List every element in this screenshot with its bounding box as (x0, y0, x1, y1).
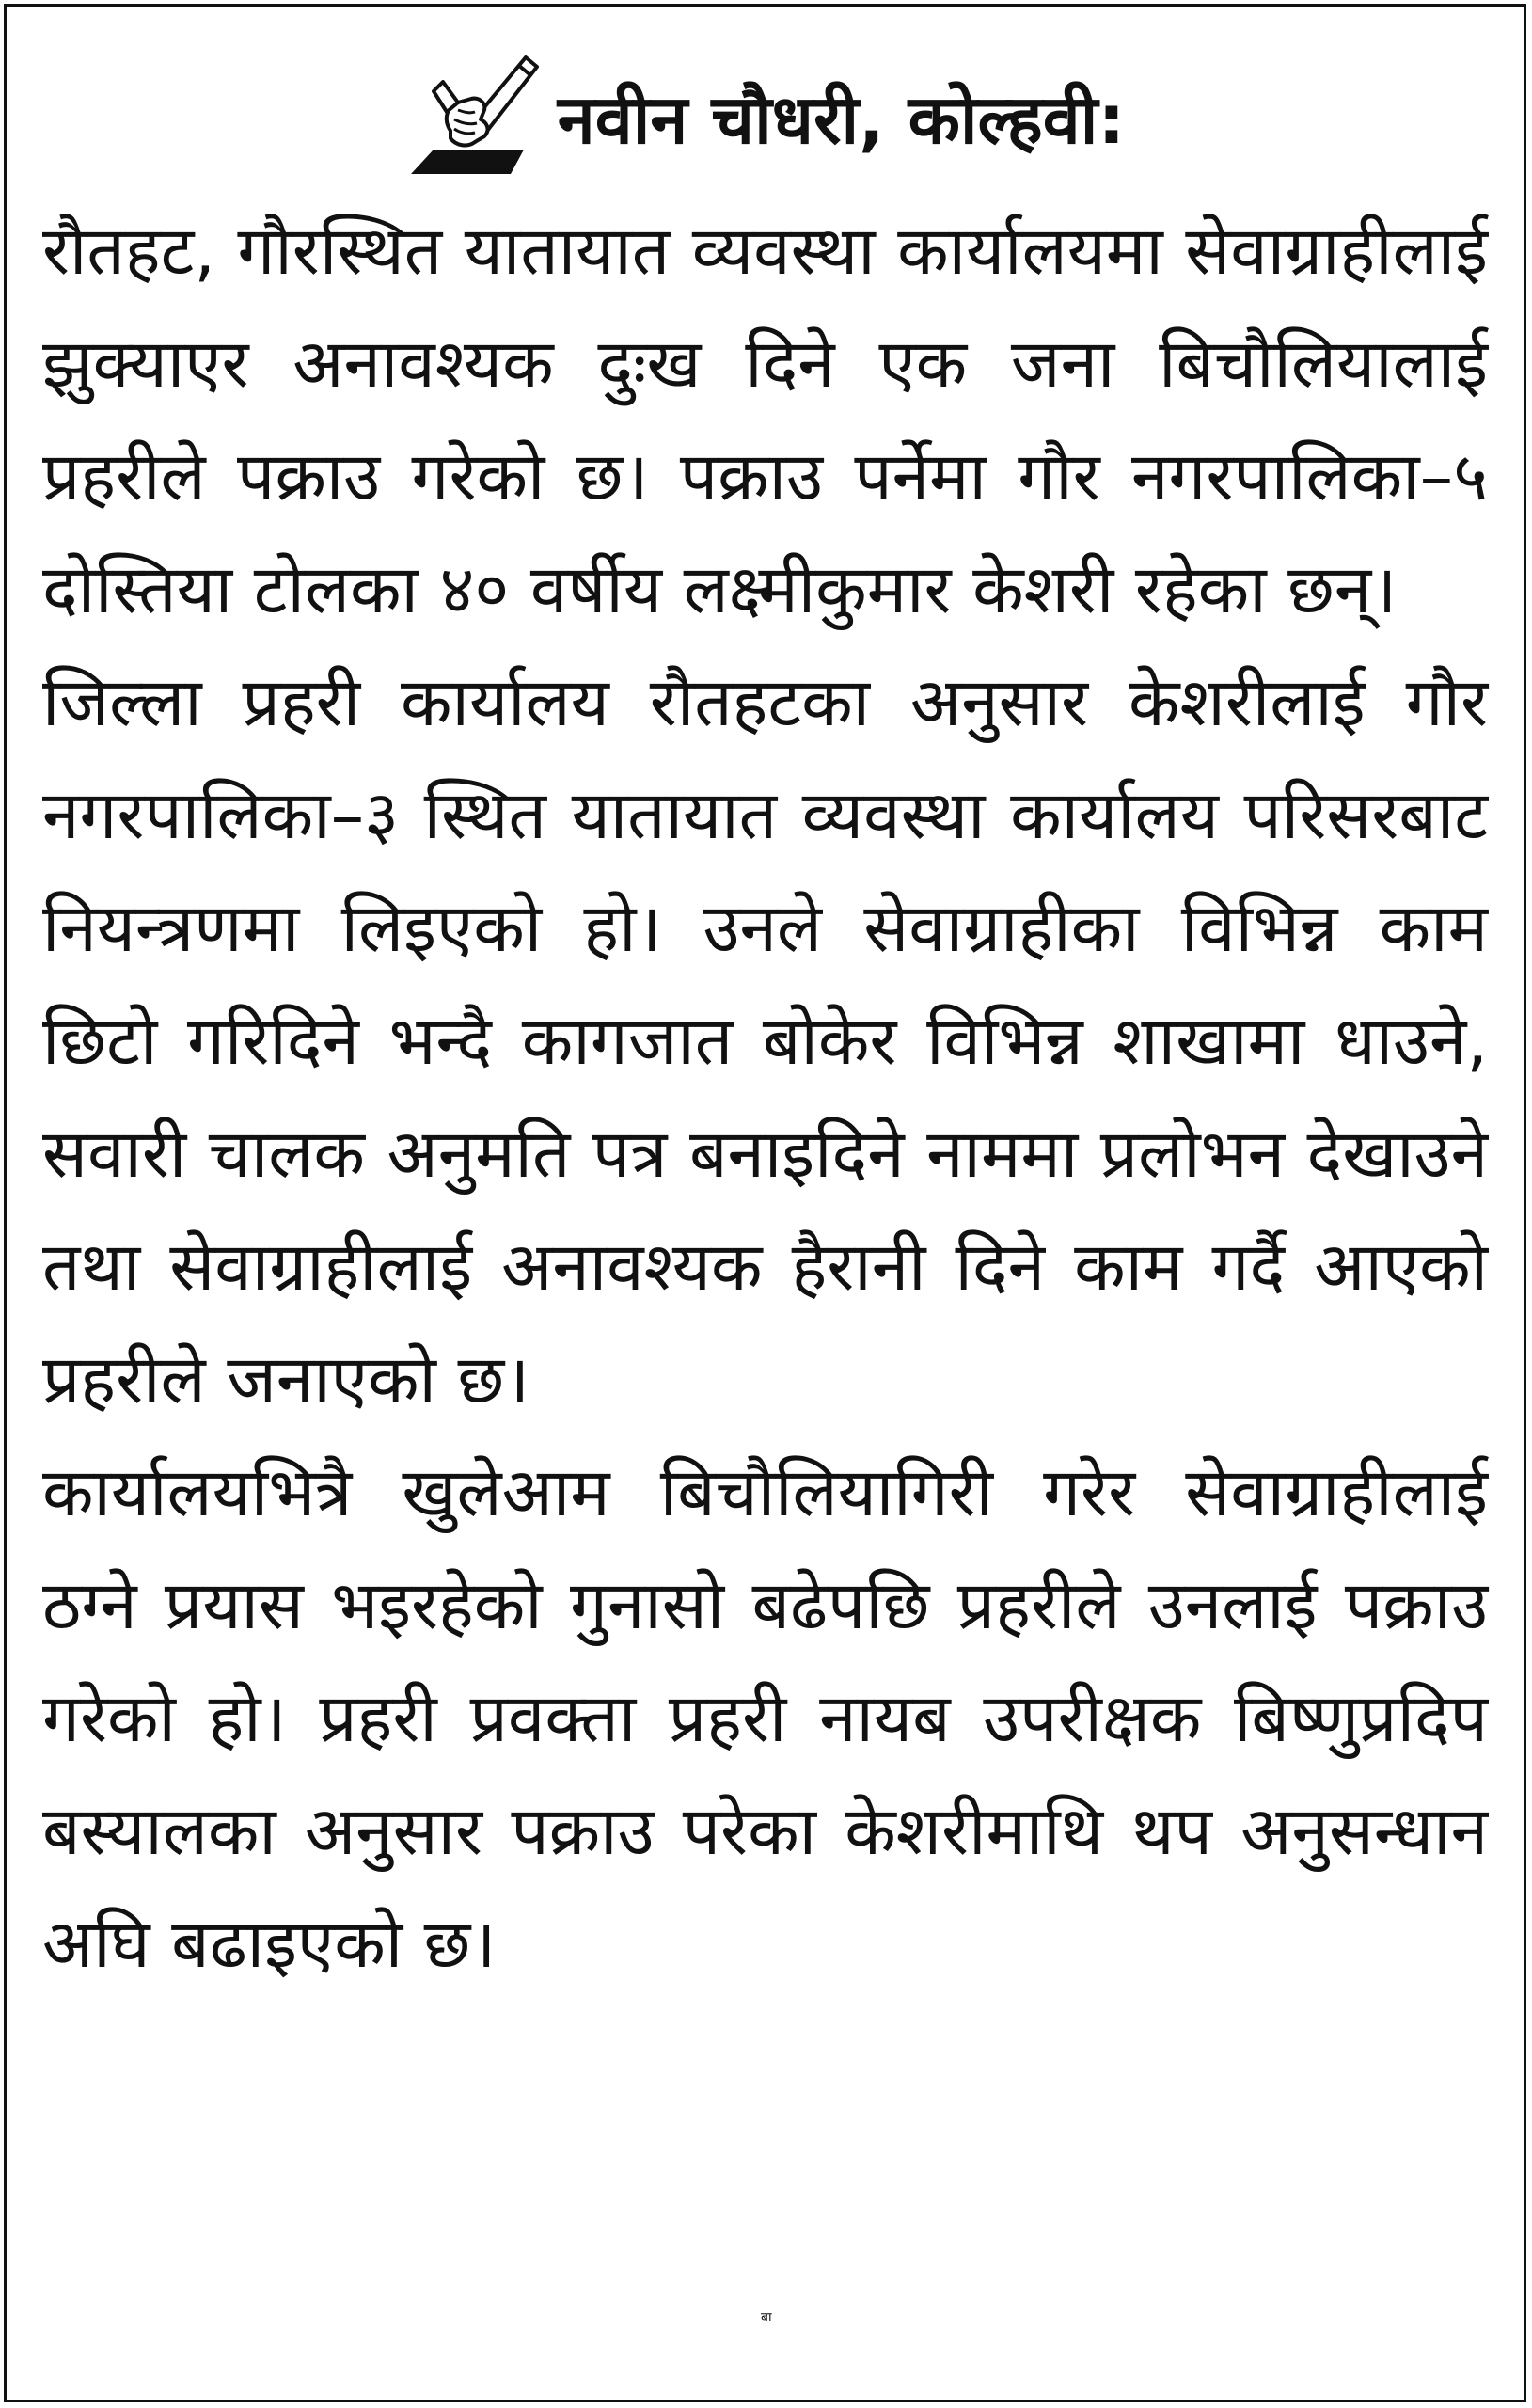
continuation-marker: बा (761, 2310, 772, 2325)
article-paragraph-2: जिल्ला प्रहरी कार्यालय रौतहटका अनुसार केशरीलाई गौर नगरपालिका–३ स्थित यातायात व्यवस्था कार्यालय परिसरबाट नियन्त्रणमा लिइएको हो। उनले सेवाग्राहीका विभिन्न काम छिटो गरिदिने भन्दै कागजात बोकेर विभिन्न शाखामा धाउने, सवारी चालक अनुमति पत्र बनाइदिने नाममा प्रलोभन देखाउने तथा सेवाग्राहीलाई अनावश्यक हैरानी दिने काम गर्दै आएको प्रहरीले जनाएको छ। (42, 663, 1488, 1418)
article-paragraph-1: रौतहट, गौरस्थित यातायात व्यवस्था कार्यालयमा सेवाग्राहीलाई झुक्याएर अनावश्यक दुःख दिने एक जना बिचौलियालाई प्रहरीले पक्राउ गरेको छ। पक्राउ पर्नेमा गौर नगरपालिका–५ दोस्तिया टोलका ४० वर्षीय लक्ष्मीकुमार केशरी रहेका छन्। (42, 212, 1488, 628)
byline (7, 44, 1524, 185)
pen-writing-icon (405, 44, 546, 185)
article-body (42, 195, 1488, 2001)
byline-author-place: नवीन चौधरी, कोल्हवी: (557, 80, 1126, 159)
article-paragraph-3: कार्यालयभित्रै खुलेआम बिचौलियागिरी गरेर सेवाग्राहीलाई ठग्ने प्रयास भइरहेको गुनासो बढेपछि प्रहरीले उनलाई पक्राउ गरेको हो। प्रहरी प्रवक्ता प्रहरी नायब उपरीक्षक बिष्णुप्रदिप बस्यालका अनुसार पक्राउ परेका केशरीमाथि थप अनुसन्धान अघि बढाइएको छ। (42, 1453, 1488, 1983)
article-frame (4, 4, 1526, 2402)
